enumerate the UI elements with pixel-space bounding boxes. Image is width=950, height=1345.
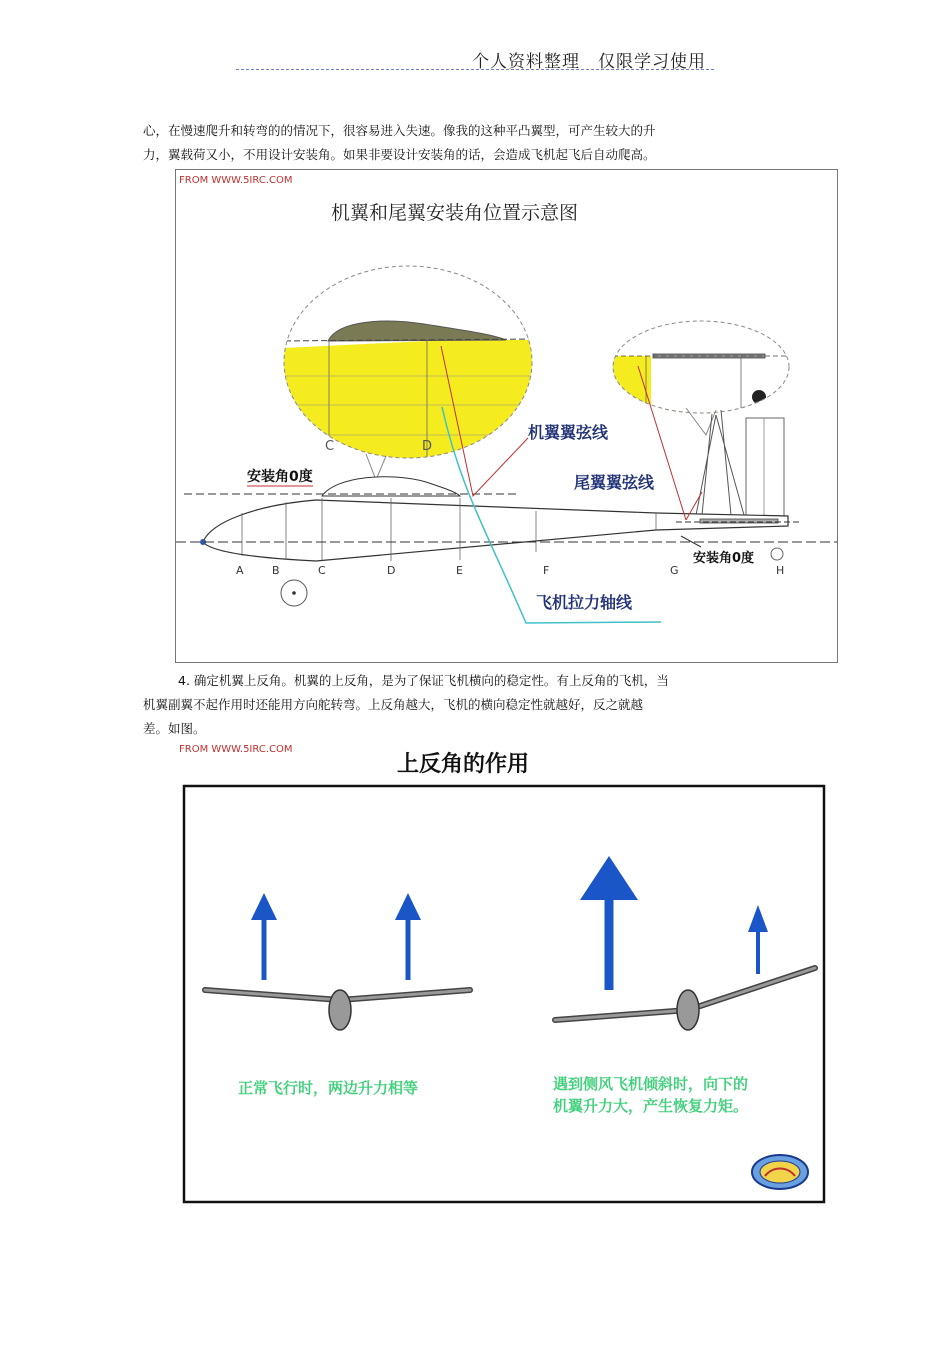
paragraph-line: 机翼副翼不起作用时还能用方向舵转弯。上反角越大，飞机的横向稳定性就越好，反之就越 (143, 697, 644, 712)
caption-banked-1: 遇到侧风飞机倾斜时，向下的 (553, 1075, 749, 1093)
wing-zoom-bubble (276, 266, 536, 462)
incidence-angle-diagram (175, 169, 838, 663)
figure-title: 机翼和尾翼安装角位置示意图 (331, 202, 579, 224)
zoom-station-d: D (422, 439, 433, 454)
caption-normal: 正常飞行时，两边升力相等 (238, 1079, 419, 1097)
fuselage-side-view (200, 477, 788, 561)
install-angle-label-top: 安装角0度 (247, 469, 313, 485)
station-b: B (272, 564, 280, 577)
station-g: G (670, 564, 679, 577)
paragraph-line: 心，在慢速爬升和转弯的的情况下，很容易进入失速。像我的这种平凸翼型，可产生较大的升 (143, 123, 656, 138)
station-f: F (543, 564, 550, 577)
logo-badge (752, 1155, 808, 1189)
wing-chord-label: 机翼翼弦线 (528, 423, 609, 442)
thrust-axis-label: 飞机拉力轴线 (536, 593, 633, 612)
tail-zoom-bubble (606, 321, 791, 426)
figure-source: FROM WWW.5IRC.COM (179, 175, 293, 186)
station-a: A (236, 564, 244, 577)
caption-banked-2: 机翼升力大，产生恢复力矩。 (553, 1097, 749, 1115)
install-angle-label-bottom: 安装角0度 (693, 551, 755, 566)
header-divider (236, 69, 714, 70)
station-c: C (318, 564, 326, 577)
figure2-title: 上反角的作用 (397, 752, 530, 777)
paragraph-line: 差。如图。 (143, 721, 206, 736)
station-h: H (776, 564, 785, 577)
paragraph-line: 4. 确定机翼上反角。机翼的上反角，是为了保证飞机横向的稳定性。有上反角的飞机，当 (178, 673, 669, 688)
page-header: 个人资料整理 仅限学习使用 (472, 52, 706, 72)
zoom-station-c: C (325, 439, 335, 454)
station-e: E (456, 564, 463, 577)
figure2-source: FROM WWW.5IRC.COM (179, 744, 293, 755)
tail-chord-label: 尾翼翼弦线 (574, 473, 655, 492)
station-d: D (387, 564, 396, 577)
paragraph-line: 力，翼载荷又小，不用设计安装角。如果非要设计安装角的话，会造成飞机起飞后自动爬高。 (143, 147, 656, 162)
dihedral-diagram (175, 738, 835, 1208)
